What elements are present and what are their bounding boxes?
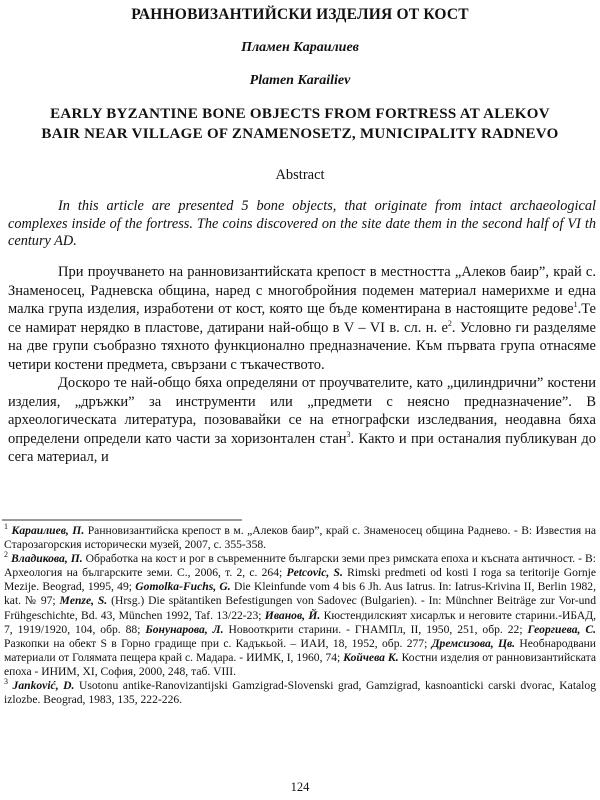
- paragraph-2-part-a: Доскоро те най-общо бяха определяни от проучвателите, като „цилиндрични” костени изделия, „дръжки” за инструменти или „предмети с неясно предназначение”. В археологическата литература, позовавайки се на етнографски изследвания, неодавна бяха определени определи като части за хоризонтален стан: [8, 375, 596, 447]
- citation-author: Menze, S.: [59, 594, 108, 608]
- author-english: Plamen Karailiev: [249, 73, 351, 88]
- citation-author: Иванов, Й.: [264, 608, 321, 622]
- footnote-number: 3: [4, 677, 8, 687]
- paragraph-2-part-b: . Както и при останалия публикуван до сега материал, и: [8, 430, 596, 465]
- footnote-1: [4, 524, 596, 552]
- paragraph-1-part-a: При проучването на ранновизантийската крепост в местността „Алеков баир”, край с. Знаменосец, Радневска община, наред с многобройния подемен материал намерихме и една малка група изделия, изработени от кост, която ще бъде коментирана в настоящите редове: [8, 264, 596, 317]
- paragraph-1: [8, 263, 596, 374]
- title-english: [0, 104, 600, 144]
- footnote-number: 1: [4, 522, 8, 532]
- abstract-text: [8, 198, 596, 251]
- title-english-line-1: EARLY BYZANTINE BONE OBJECTS FROM FORTRESS AT ALEKOV: [50, 106, 550, 122]
- citation-text: Die Kleinfunde vom 4 bis 6 Jh. Aus Iatrus. In: Iatrus-Krivina II, Berlin 1982, kat. № 97;: [4, 580, 596, 608]
- footnote-2: [4, 552, 596, 679]
- citation-author: Бонунарова, Л.: [145, 622, 224, 636]
- footnote-number: 2: [4, 550, 8, 560]
- citation-text: Usotonu antike-Ranovizantijski Gamzigrad-Slovenski grad, Gamzigrad, kasnoanticki carski dvorac, Katalog izlozbe. Beograd, 1983, 135, 222-226.: [4, 679, 597, 707]
- abstract-body: In this article are presented 5 bone objects, that originate from intact archaeological complexes inside of the fortress. The coins discovered on the site date them in the second half of VI th century AD.: [8, 198, 596, 249]
- citation-author: Койчева К.: [343, 650, 399, 664]
- page-number: 124: [290, 780, 310, 794]
- abstract-heading: Abstract: [275, 167, 325, 183]
- footnote-ref-2[interactable]: 2: [447, 318, 452, 328]
- citation-text: Rimski predmeti od kosti I roga sa teritorije Gornje Mezije. Beograd, 1995, 49;: [4, 566, 596, 594]
- footnote-ref-1[interactable]: 1: [573, 300, 578, 310]
- footnote-separator: [2, 519, 242, 521]
- citation-author: Владикова, П.: [11, 552, 83, 566]
- paragraph-1-part-c: . Условно ги разделяме на две групи съобразно тяхното функционално предназначение. Към първата група отнасяме четири костени предмета, свързани с тъкачеството.: [8, 319, 596, 373]
- footnote-3: [4, 679, 596, 707]
- citation-text: Костни изделия от ранновизантийската епоха - ИНИМ, XI, София, 2000, 248, таб. VIII.: [4, 650, 596, 678]
- paragraph-2: [8, 374, 596, 467]
- footnotes: [4, 524, 596, 707]
- citation-text: Необнародвани материали от Голямата пещера край с. Мадара. - ИИМК, I, 1960, 74;: [4, 636, 596, 664]
- author-bulgarian: Пламен Караилиев: [241, 40, 359, 55]
- title-english-line-2: BAIR NEAR VILLAGE OF ZNAMENOSETZ, MUNICIPALITY RADNEVO: [41, 126, 559, 142]
- citation-author: Караилиев, П.: [11, 524, 85, 537]
- citation-author: Gomolka-Fuchs, G.: [135, 580, 231, 594]
- citation-text: Кюстендилският хисарлък и неговите старини.-ИБАД, 7, 1919/1920, 104, обр. 88;: [4, 608, 596, 636]
- citation-author: Petcovic, S.: [286, 566, 343, 580]
- footnote-ref-3[interactable]: 3: [346, 429, 351, 439]
- citation-author: Janković, D.: [12, 679, 75, 693]
- title-bulgarian: РАННОВИЗАНТИЙСКИ ИЗДЕЛИЯ ОТ КОСТ: [131, 6, 469, 23]
- citation-author: Дремсизова, Цв.: [431, 636, 516, 650]
- paragraph-1-part-b: .Те се намират нерядко в пластове, датирани най-общо в V – VI в. сл. н. е: [8, 301, 596, 336]
- citation-text: (Hrsg.) Die spätantiken Befestigungen von Sadovec (Bulgarien). - In: Münchner Beiträge zur Vor-und Frühgeschichte, Bd. 43, München 1992, Taf. 13/22-23;: [4, 594, 596, 622]
- citation-text: Новооткрити старини. - ГНАМПл, II, 1950, 251, обр. 22;: [223, 622, 528, 636]
- citation-text: Разкопки на обект S в Горно градище при с. Кадъкьой. – ИАИ, 18, 1952, обр. 277;: [4, 636, 432, 650]
- citation-text: Обработка на кост и рог в съвременните български земи през римската епоха и късната античност. - В: Археология на българските земи. С., 2006, т. 2, с. 264;: [4, 552, 596, 580]
- citation-text: Ранновизантийска крепост в м. „Алеков баир”, край с. Знаменосец община Раднево. - В: Известия на Старозагорския исторически музей, 2007, с. 355-358.: [4, 524, 597, 552]
- citation-author: Георгиева, С.: [527, 622, 596, 636]
- body-text: [8, 263, 596, 467]
